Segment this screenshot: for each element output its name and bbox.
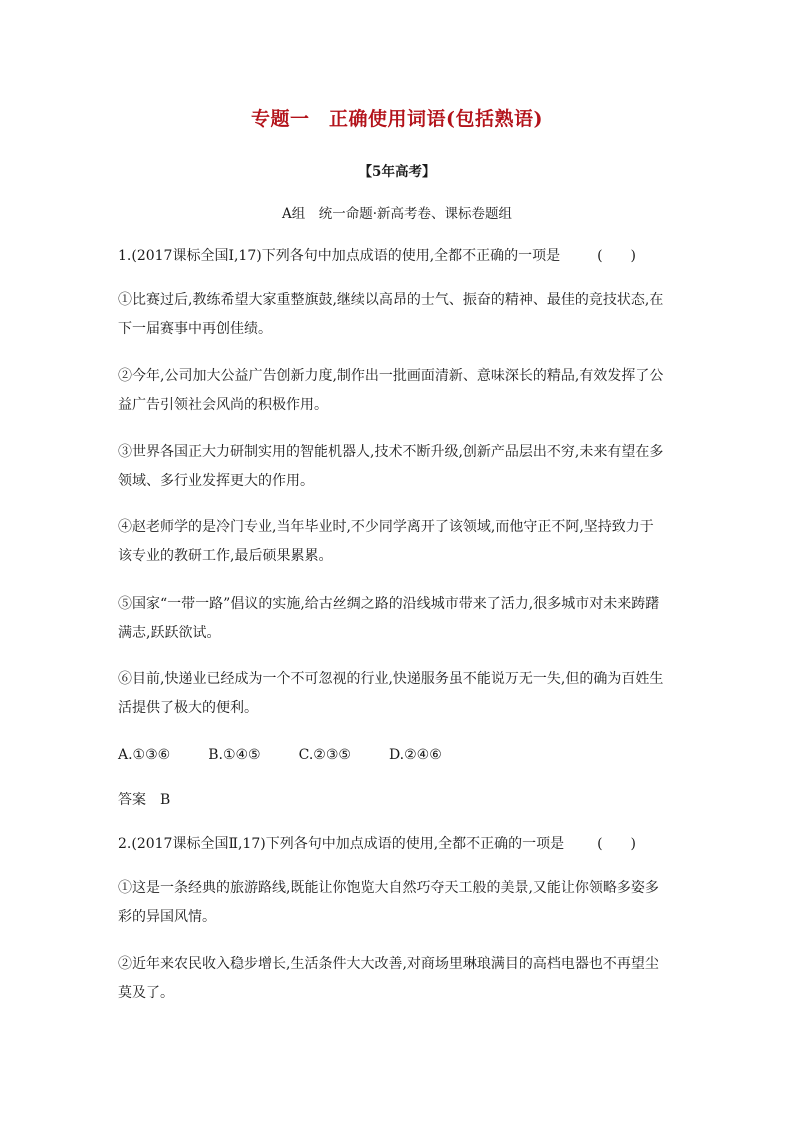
answer-paren: ( ) <box>597 248 636 264</box>
option-a[interactable]: A.①③⑥ <box>118 747 171 763</box>
question-1-stem <box>118 242 636 271</box>
item-line: ①比赛过后,教练希望大家重整旗鼓,继续以高昂的士气、振奋的精神、最佳的竞技状态,在 <box>118 292 664 308</box>
question-1-options <box>118 741 678 770</box>
question-1-item-6 <box>118 665 678 723</box>
question-2-item-2 <box>118 950 678 1008</box>
question-stem-text: 1.(2017课标全国Ⅰ,17)下列各句中加点成语的使用,全都不正确的一项是 <box>118 248 561 264</box>
item-line: ⑤国家“一带一路”倡议的实施,给古丝绸之路的沿线城市带来了活力,很多城市对未来踌躇 <box>118 596 660 612</box>
item-line: 下一届赛事中再创佳绩。 <box>118 321 272 337</box>
group-heading: A组 统一命题·新高考卷、课标卷题组 <box>281 206 513 222</box>
page-title: 专题一 正确使用词语(包括熟语) <box>251 108 543 130</box>
question-1-item-1 <box>118 286 678 344</box>
item-line: 该专业的教研工作,最后硕果累累。 <box>118 548 333 564</box>
question-1-item-5 <box>118 590 678 648</box>
item-line: 活提供了极大的便利。 <box>118 700 258 716</box>
question-2-item-1 <box>118 874 678 932</box>
item-line: 领域、多行业发挥更大的作用。 <box>118 473 314 489</box>
question-stem-text: 2.(2017课标全国Ⅱ,17)下列各句中加点成语的使用,全都不正确的一项是 <box>118 836 565 852</box>
item-line: 彩的异国风情。 <box>118 909 216 925</box>
item-line: ⑥目前,快递业已经成为一个不可忽视的行业,快递服务虽不能说万无一失,但的确为百姓生 <box>118 671 664 687</box>
option-b[interactable]: B.①④⑤ <box>208 747 261 763</box>
item-line: 满志,跃跃欲试。 <box>118 625 221 641</box>
item-line: 益广告引领社会风尚的积极作用。 <box>118 397 328 413</box>
item-line: ④赵老师学的是冷门专业,当年毕业时,不少同学离开了该领域,而他守正不阿,坚持致力于 <box>118 519 654 535</box>
option-c[interactable]: C.②③⑤ <box>298 747 351 763</box>
item-line: ③世界各国正大力研制实用的智能机器人,技术不断升级,创新产品层出不穷,未来有望在多 <box>118 444 664 460</box>
option-d[interactable]: D.②④⑥ <box>388 747 442 763</box>
item-line: ①这是一条经典的旅游路线,既能让你饱览大自然巧夺天工般的美景,又能让你领略多姿多 <box>118 880 659 896</box>
question-1-answer: 答案 B <box>118 792 171 808</box>
item-line: ②今年,公司加大公益广告创新力度,制作出一批画面清新、意味深长的精品,有效发挥了公 <box>118 368 664 384</box>
section-heading: 【5年高考】 <box>358 164 436 180</box>
item-line: 莫及了。 <box>118 985 174 1001</box>
question-1-item-2 <box>118 362 678 420</box>
question-1-item-3 <box>118 438 678 496</box>
item-line: ②近年来农民收入稳步增长,生活条件大大改善,对商场里琳琅满目的高档电器也不再望尘 <box>118 956 659 972</box>
question-2-stem <box>118 830 636 859</box>
question-1-item-4 <box>118 513 678 571</box>
answer-paren: ( ) <box>597 836 636 852</box>
